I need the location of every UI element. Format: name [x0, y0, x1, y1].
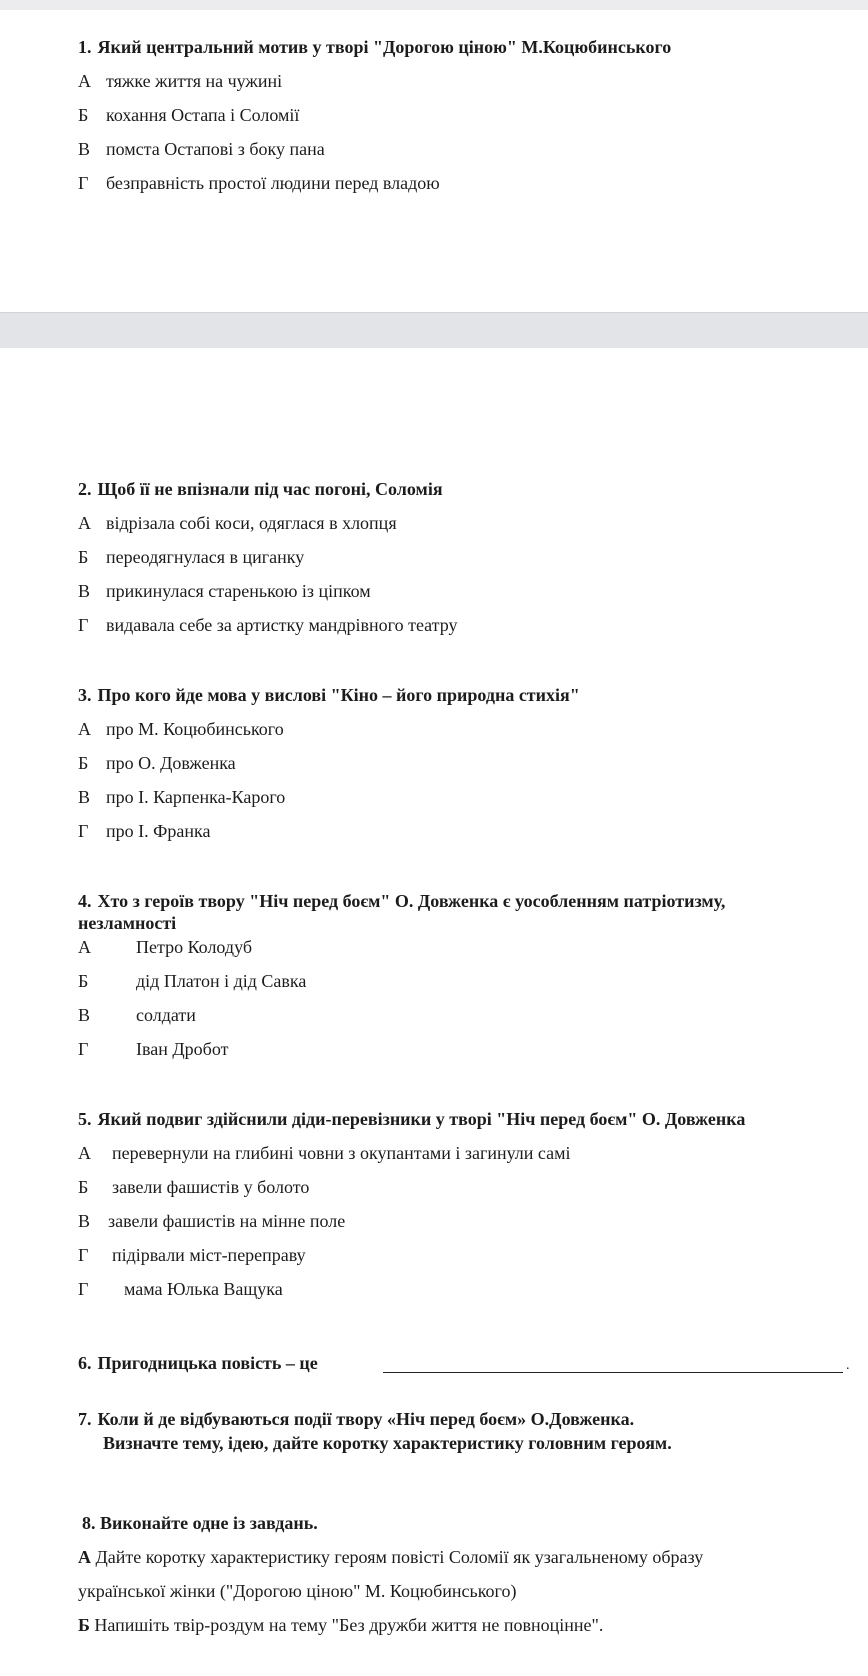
option-letter: В — [78, 1211, 91, 1231]
option-a — [78, 70, 282, 92]
option-v — [78, 138, 325, 160]
option-letter: В — [78, 787, 91, 807]
question-3-title — [78, 684, 580, 706]
task-b-line-1 — [78, 1614, 603, 1636]
option-a — [78, 1142, 571, 1164]
option-text: тяжке життя на чужині — [106, 71, 283, 91]
question-number: 7. — [78, 1409, 92, 1429]
option-v — [78, 580, 371, 602]
option-letter: А — [78, 513, 91, 533]
option-v — [78, 1210, 345, 1232]
option-text: безправність простої людини перед владою — [106, 173, 440, 193]
task-letter: Б — [78, 1615, 90, 1635]
question-text: 8. Виконайте одне із завдань. — [82, 1513, 318, 1533]
option-text: помста Остапові з боку пана — [106, 139, 325, 159]
question-text: Щоб її не впізнали під час погоні, Соломія — [97, 479, 443, 499]
option-text: про М. Коцюбинського — [106, 719, 284, 739]
option-h — [78, 1038, 228, 1060]
task-text: української жінки ("Дорогою ціною" М. Коцюбинського) — [78, 1581, 517, 1601]
task-a-line-2 — [78, 1580, 517, 1602]
question-text: Який центральний мотив у творі "Дорогою ціною" М.Коцюбинського — [97, 37, 672, 57]
option-letter: В — [78, 1005, 91, 1025]
option-a — [78, 936, 252, 958]
option-h — [78, 172, 440, 194]
task-text: Дайте коротку характеристику героям повісті Соломії як узагальненому образу — [95, 1547, 704, 1567]
question-1-title — [78, 36, 671, 58]
question-number: 3. — [78, 685, 92, 705]
question-text: Хто з героїв твору "Ніч перед боєм" О. Довженка є уособленням патріотизму, — [97, 891, 726, 911]
question-2-title — [78, 478, 443, 500]
option-text: відрізала собі коси, одяглася в хлопця — [106, 513, 397, 533]
option-text: завели фашистів у болото — [112, 1177, 310, 1197]
task-letter: А — [78, 1547, 91, 1567]
option-letter: Г — [78, 615, 89, 635]
question-number: 6. — [78, 1353, 92, 1373]
option-letter: Г — [78, 1245, 89, 1265]
option-text: про І. Франка — [106, 821, 211, 841]
question-text: незламності — [78, 913, 177, 933]
option-text: про І. Карпенка-Карого — [106, 787, 286, 807]
option-v — [78, 786, 285, 808]
option-letter: А — [78, 71, 91, 91]
task-a-line-1 — [78, 1546, 703, 1568]
option-letter: Б — [78, 1177, 89, 1197]
option-letter: Г — [78, 173, 89, 193]
question-7-title-continued — [103, 1432, 672, 1454]
question-5-title — [78, 1108, 745, 1130]
option-a — [78, 718, 284, 740]
option-h — [78, 1244, 306, 1266]
option-text: завели фашистів на мінне поле — [108, 1211, 346, 1231]
option-letter: В — [78, 581, 91, 601]
option-letter: А — [78, 719, 91, 739]
question-text: Визначте тему, ідею, дайте коротку характеристику головним героям. — [103, 1433, 672, 1453]
option-text: Петро Колодуб — [136, 937, 252, 957]
option-h — [78, 614, 458, 636]
option-text: підірвали міст-переправу — [112, 1245, 306, 1265]
option-h — [78, 820, 210, 842]
option-text: Іван Дробот — [136, 1039, 229, 1059]
option-letter: Г — [78, 1279, 89, 1299]
option-text: видавала себе за артистку мандрівного театру — [106, 615, 458, 635]
question-7-title — [78, 1408, 634, 1430]
option-letter: Б — [78, 547, 89, 567]
option-b — [78, 1176, 309, 1198]
question-4-title — [78, 890, 725, 912]
option-text: дід Платон і дід Савка — [136, 971, 307, 991]
option-b — [78, 104, 299, 126]
task-text: Напишіть твір-роздум на тему "Без дружби життя не повноцінне". — [94, 1615, 604, 1635]
trailing-dot: . — [846, 1358, 850, 1373]
option-b — [78, 752, 236, 774]
question-number: 5. — [78, 1109, 92, 1129]
page-separator — [0, 312, 868, 349]
option-b — [78, 970, 306, 992]
option-letter: Г — [78, 1039, 89, 1059]
option-text: солдати — [136, 1005, 196, 1025]
answer-blank-line — [383, 1372, 843, 1373]
option-text: прикинулася старенькою із ціпком — [106, 581, 371, 601]
option-h-extra — [78, 1278, 283, 1300]
option-text: перевернули на глибині човни з окупантами і загинули самі — [112, 1143, 571, 1163]
question-number: 4. — [78, 891, 92, 911]
option-letter: Б — [78, 753, 89, 773]
option-text: мама Юлька Ващука — [124, 1279, 283, 1299]
option-a — [78, 512, 397, 534]
question-text: Про кого йде мова у вислові "Кіно – його природна стихія" — [97, 685, 580, 705]
option-b — [78, 546, 304, 568]
option-letter: Г — [78, 821, 89, 841]
question-4-title-continued — [78, 912, 176, 934]
option-letter: Б — [78, 971, 89, 991]
question-number: 2. — [78, 479, 92, 499]
question-text: Коли й де відбуваються події твору «Ніч перед боєм» О.Довженка. — [97, 1409, 635, 1429]
option-text: кохання Остапа і Соломії — [106, 105, 300, 125]
question-text: Який подвиг здійснили діди-перевізники у творі "Ніч перед боєм" О. Довженка — [97, 1109, 746, 1129]
option-letter: Б — [78, 105, 89, 125]
question-text: Пригодницька повість – це — [97, 1353, 318, 1373]
option-letter: А — [78, 1143, 91, 1163]
option-letter: В — [78, 139, 91, 159]
option-text: про О. Довженка — [106, 753, 236, 773]
option-text: переодягнулася в циганку — [106, 547, 305, 567]
question-number: 1. — [78, 37, 92, 57]
option-v — [78, 1004, 196, 1026]
question-8-title — [82, 1512, 318, 1534]
option-letter: А — [78, 937, 91, 957]
question-6-title — [78, 1352, 318, 1374]
